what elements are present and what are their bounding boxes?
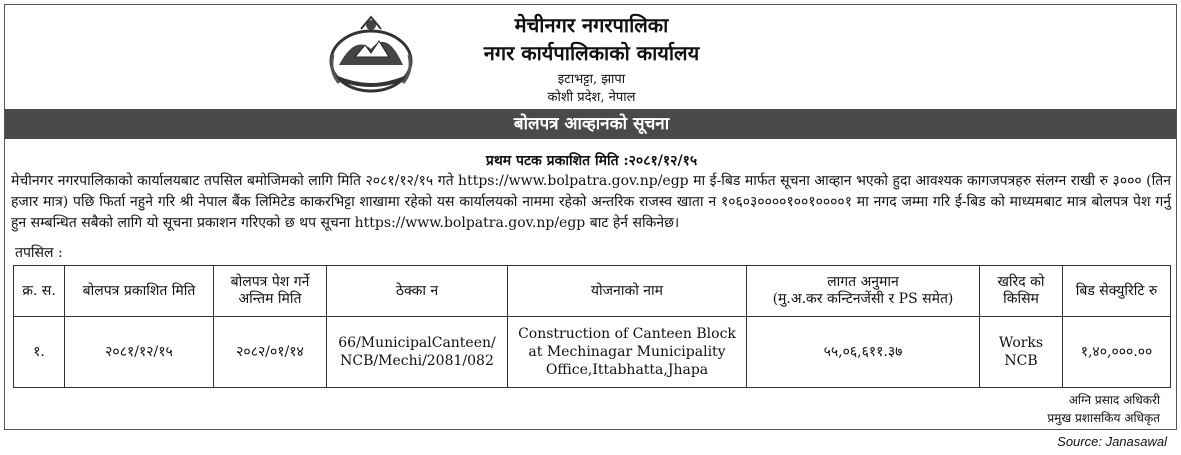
signatory-designation: प्रमुख प्रशासकिय अधिकृत <box>1047 411 1160 425</box>
contract-no-line2: NCB/Mechi/2081/082 <box>340 353 494 369</box>
source-credit: Source: Janasawal <box>1057 434 1167 449</box>
col-last-date <box>214 266 327 317</box>
org-name: मेचीनगर नगरपालिका <box>514 13 669 37</box>
notice-paragraph: मेचीनगर नगरपालिकाको कार्यालयबाट तपसिल बमोजिमको लागि मिति २०८१/१२/१५ गते https://www.bolpatra.gov.np/egp मा ई-बिड मार्फत सूचना आव्हान भएको हुदा आवश्यक कागजपत्रहरु संलग्न राखी रु ३००० (तिन हजार मात्र) पछि फिर्ता नहुने गरि श्री नेपाल बैंक लिमिटेड काकरभिट्टा शाखामा रहेको यस कार्यालयको नाममा रहेको अन्तरिक राजस्व खाता न १०६०३००००१००१००००१ मा नगद जम्मा गरि ई-बिड को माध्यमबाट मात्र बोलपत्र पेश गर्नु हुन सम्बन्धित सबैको लागि यो सूचना प्रकाशन गरिएको छ थप सूचना https://www.bolpatra.gov.np/egp बाट हेर्न सकिनेछ। <box>11 173 1171 231</box>
table-header-row <box>14 266 1171 317</box>
col-last-date-line1: बोलपत्र पेश गर्ने <box>230 274 310 290</box>
signatory-name: अग्नि प्रसाद अधिकरी <box>1068 393 1160 407</box>
col-type <box>980 266 1063 317</box>
table-row <box>14 317 1171 388</box>
cell-last-date: २०८२/०१/१४ <box>214 317 327 388</box>
col-last-date-line2: अन्तिम मिति <box>238 291 302 307</box>
col-sn: क्र. स. <box>14 266 65 317</box>
cell-contract-no <box>327 317 508 388</box>
notice-title-banner: बोलपत्र आव्हानको सूचना <box>5 109 1177 139</box>
project-line2: at Mechinagar Municipality <box>528 344 726 360</box>
col-bid-security: बिड सेक्युरिटि रु <box>1063 266 1171 317</box>
col-cost <box>747 266 980 317</box>
col-type-line1: खरिद को <box>997 274 1045 290</box>
schedule-label: तपसिल : <box>15 245 63 261</box>
col-contract-no: ठेक्का न <box>327 266 508 317</box>
col-type-line2: किसिम <box>1003 291 1039 307</box>
cell-sn: १. <box>14 317 65 388</box>
type-line2: NCB <box>1004 353 1038 369</box>
cell-cost: ५५,०६,६११.३७ <box>747 317 980 388</box>
col-cost-line2: (मु.अ.कर कन्टिनजेंसी र PS समेत) <box>772 291 954 307</box>
tender-table <box>13 265 1171 388</box>
address-line-1: इटाभट्टा, झापा <box>557 72 626 87</box>
office-name: नगर कार्यपालिकाको कार्यालय <box>483 41 700 65</box>
col-published-date: बोलपत्र प्रकाशित मिति <box>65 266 214 317</box>
type-line1: Works <box>998 335 1044 351</box>
cell-bid-security: १,४०,०००.०० <box>1063 317 1171 388</box>
project-line1: Construction of Canteen Block <box>518 326 736 342</box>
col-project-name: योजनाको नाम <box>508 266 747 317</box>
cell-project-name <box>508 317 747 388</box>
cell-published-date: २०८१/१२/१५ <box>65 317 214 388</box>
contract-no-line1: 66/MunicipalCanteen/ <box>338 335 496 351</box>
first-published-date: प्रथम पटक प्रकाशित मिति :२०८१/१२/१५ <box>485 153 698 169</box>
project-line3: Office,Ittabhatta,Jhapa <box>545 362 709 378</box>
cell-type <box>980 317 1063 388</box>
address-line-2: कोशी प्रदेश, नेपाल <box>547 90 636 105</box>
col-cost-line1: लागत अनुमान <box>827 274 899 290</box>
tender-notice <box>4 4 1177 430</box>
